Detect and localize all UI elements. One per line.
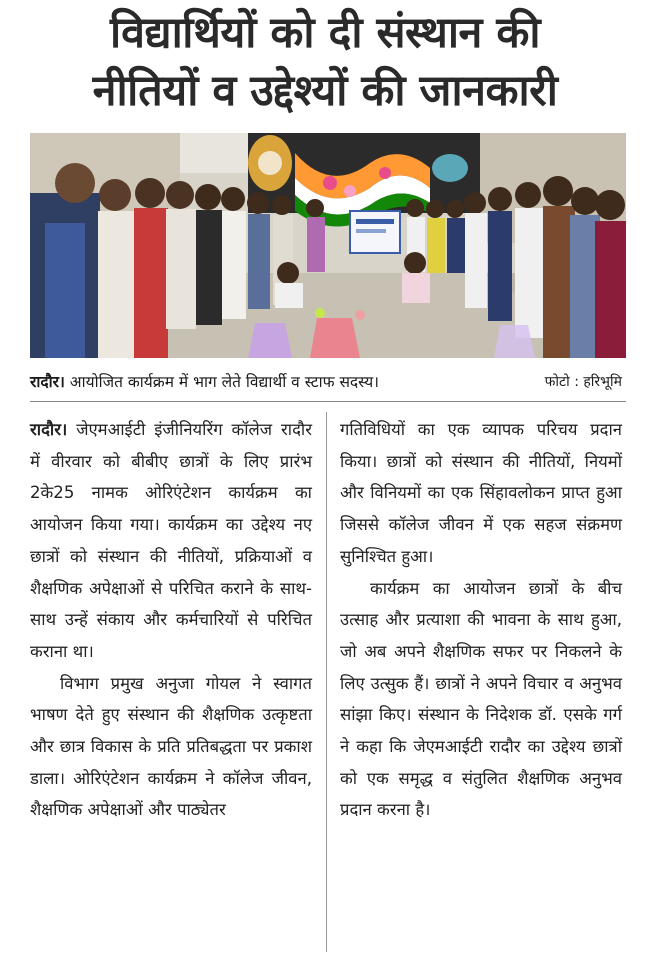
caption-text <box>30 370 379 392</box>
article-column-right <box>340 414 622 826</box>
article-paragraph-2: विभाग प्रमुख अनुजा गोयल ने स्वागत भाषण देते हुए संस्थान की शैक्षणिक उत्कृष्टता और छात्र विकास के प्रति प्रतिबद्धता पर प्रकाश डाला। ओरिएंटेशन कार्यक्रम ने कॉलेज जीवन, शैक्षणिक अपेक्षाओं और पाठ्येतर <box>30 673 312 820</box>
headline-line-1: विद्यार्थियों को दी संस्थान की <box>109 8 541 58</box>
paragraph-1-text: जेएमआईटी इंजीनियरिंग कॉलेज रादौर में वीरवार को बीबीए छात्रों के लिए प्रारंभ 2के25 नामक ओरिएंटेशन कार्यक्रम का आयोजन किया गया। कार्यक्रम का उद्देश्य नए छात्रों को संस्थान की नीतियों, प्रक्रियाओं व शैक्षणिक अपेक्षाओं से परिचित कराने के साथ-साथ उन्हें संकाय और कर्मचारियों से परिचित कराना था। <box>30 420 312 661</box>
photo-caption <box>30 366 626 396</box>
article-paragraph-3: गतिविधियों का एक व्यापक परिचय प्रदान किया। छात्रों को संस्थान की नीतियों, नियमों और विनियमों का एक सिंहावलोकन प्राप्त हुआ जिससे कॉलेज जीवन में एक सहज संक्रमण सुनिश्चित हुआ। <box>340 420 622 566</box>
article-paragraph-1 <box>30 414 312 668</box>
headline-line-2: नीतियों व उद्देश्यों की जानकारी <box>92 66 558 116</box>
caption-description: आयोजित कार्यक्रम में भाग लेते विद्यार्थी व स्टाफ सदस्य। <box>64 373 380 391</box>
article-column-left <box>30 414 312 826</box>
photo-credit: फोटो : हरिभूमि <box>544 373 622 390</box>
news-photo <box>30 133 626 358</box>
headline <box>0 4 650 120</box>
caption-location: रादौर। <box>30 373 65 391</box>
dateline: रादौर। <box>30 420 68 439</box>
column-divider <box>326 412 327 952</box>
article-paragraph-4: कार्यक्रम का आयोजन छात्रों के बीच उत्साह और प्रत्याशा की भावना के साथ हुआ, जो अब अपने शैक्षणिक सफर पर निकलने के लिए उत्सुक हैं। छात्रों ने अपने विचार व अनुभव सांझा किए। संस्थान के निदेशक डॉ. एसके गर्ग ने कहा कि जेएमआईटी रादौर का उद्देश्य छात्रों को एक समृद्ध व संतुलित शैक्षणिक अनुभव प्रदान करना है। <box>340 578 622 820</box>
caption-divider <box>30 401 626 402</box>
